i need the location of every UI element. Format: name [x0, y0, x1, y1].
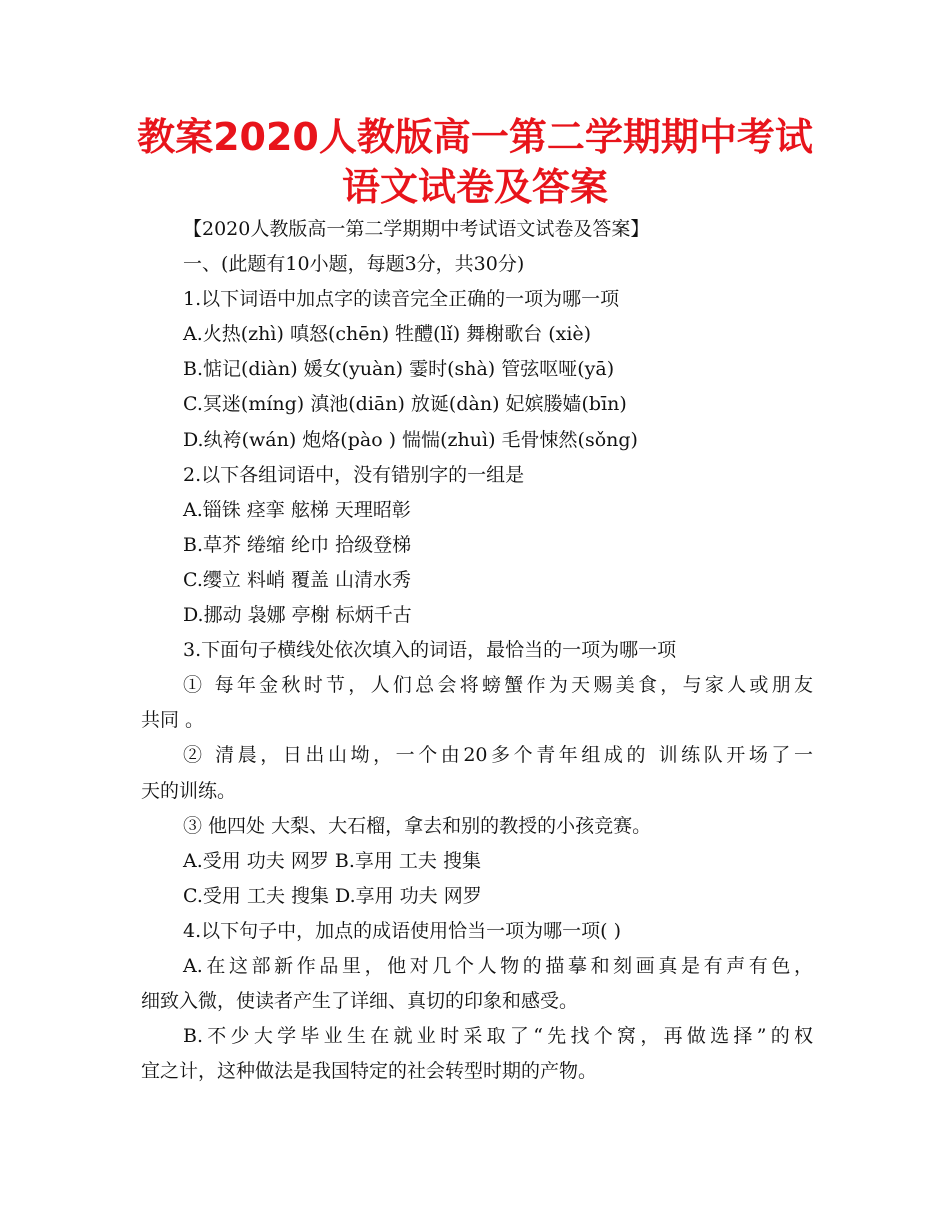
q2-option-b: B.草芥 绻缩 纶巾 拾级登梯 [183, 533, 412, 556]
q3-sentence-2: ② 清晨，日出山坳，一个由20多个青年组成的 训练队开场了一 [183, 744, 813, 767]
question-2: 2.以下各组词语中，没有错别字的一组是 [183, 463, 525, 486]
section-heading: 一、(此题有10小题，每题3分，共30分) [183, 253, 525, 276]
q3-sentence-1-cont: 共同 。 [141, 709, 205, 732]
q2-option-d: D.挪动 袅娜 亭榭 标炳千古 [183, 604, 412, 627]
q4-option-a: A.在这部新作品里，他对几个人物的描摹和刻画真是有声有色， [183, 954, 813, 977]
question-1: 1.以下词语中加点字的读音完全正确的一项为哪一项 [183, 288, 620, 311]
question-4: 4.以下句子中，加点的成语使用恰当一项为哪一项( ) [183, 919, 621, 942]
document-title: 教案2020人教版高一第二学期期中考试语文试卷及答案 [137, 115, 813, 209]
q1-option-d: D.纨袴(wán) 炮烙(pào ) 惴惴(zhuì) 毛骨悚然(sǒng) [183, 428, 638, 451]
q1-option-b: B.惦记(diàn) 媛女(yuàn) 霎时(shà) 管弦呕哑(yā) [183, 358, 615, 381]
q3-sentence-3: ③ 他四处 大梨、大石榴，拿去和别的教授的小孩竞赛。 [183, 814, 652, 837]
q2-option-c: C.缨立 料峭 覆盖 山清水秀 [183, 568, 412, 591]
subtitle-line: 【2020人教版高一第二学期期中考试语文试卷及答案】 [183, 218, 650, 240]
question-3: 3.下面句子横线处依次填入的词语，最恰当的一项为哪一项 [183, 639, 677, 662]
q1-option-c: C.冥迷(míng) 滇池(diān) 放诞(dàn) 妃嫔媵嫱(bīn) [183, 393, 627, 416]
q2-option-a: A.锱铢 痉挛 舷梯 天理昭彰 [183, 498, 411, 521]
q3-options-ab: A.受用 功夫 网罗 B.享用 工夫 搜集 [183, 849, 481, 872]
q3-options-cd: C.受用 工夫 搜集 D.享用 功夫 网罗 [183, 884, 482, 907]
q4-option-b: B.不少大学毕业生在就业时采取了“先找个窝，再做选择”的权 [183, 1025, 813, 1048]
q4-option-b-cont: 宜之计，这种做法是我国特定的社会转型时期的产物。 [141, 1060, 598, 1083]
document-body [141, 212, 813, 1089]
q1-option-a: A.火热(zhì) 嗔怒(chēn) 牲醴(lǐ) 舞榭歌台 (xiè) [183, 323, 592, 346]
q3-sentence-1: ① 每年金秋时节，人们总会将螃蟹作为天赐美食，与家人或朋友 [183, 674, 813, 697]
q3-sentence-2-cont: 天的训练。 [141, 779, 237, 802]
q4-option-a-cont: 细致入微，使读者产生了详细、真切的印象和感受。 [141, 990, 579, 1013]
